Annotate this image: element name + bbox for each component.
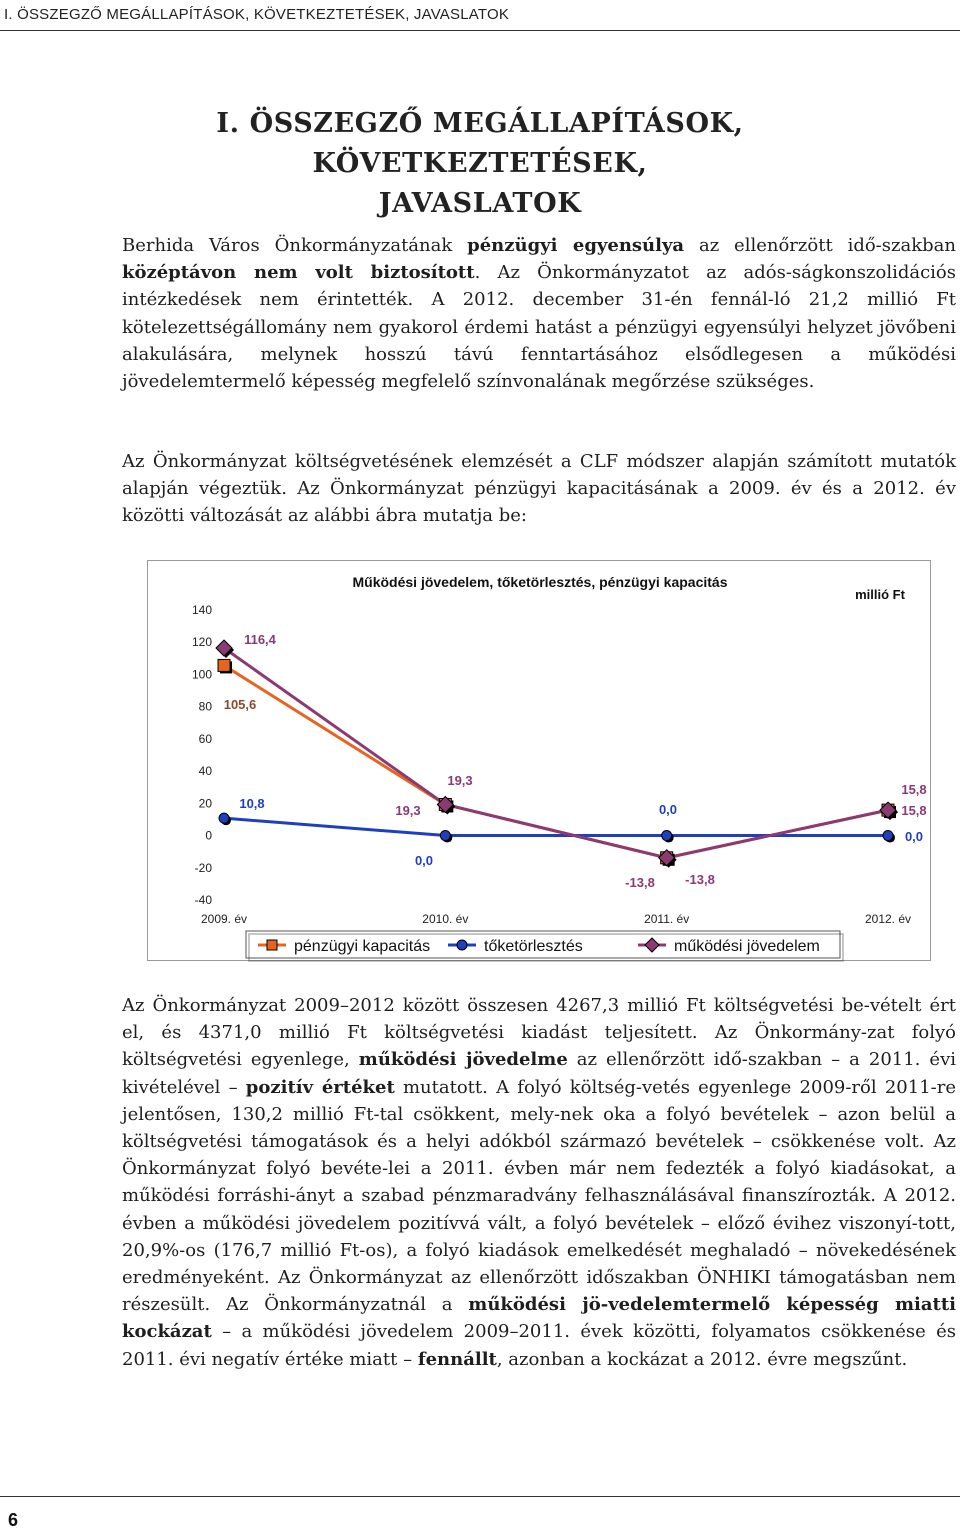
- data-label: -13,8: [685, 872, 715, 887]
- chapter-title-line2: JAVASLATOK: [378, 188, 582, 219]
- y-tick-label: 20: [198, 796, 212, 811]
- data-label: -13,8: [625, 875, 655, 890]
- legend-swatch-marker: [267, 940, 277, 950]
- y-tick-label: 100: [191, 667, 212, 682]
- series-line-pénzügyi kapacitás: [224, 665, 888, 857]
- page-number: 6: [8, 1510, 19, 1530]
- data-label: 15,8: [901, 782, 927, 797]
- line-chart: [148, 561, 932, 962]
- x-tick-label: 2010. év: [422, 912, 469, 926]
- data-label: 116,4: [244, 632, 276, 647]
- p3-bold-4: fennállt: [417, 1348, 497, 1370]
- data-point-pénzügyi kapacitás: [218, 659, 230, 671]
- p3-bold-3: működési jö-vedelemtermelő képesség miatti kockázat: [122, 1294, 957, 1343]
- y-tick-label: -20: [194, 860, 212, 875]
- p3-text-1: Az Önkormányzat 2009–2012 között összesen 4267,3 millió Ft költségvetési be-vételt ért el, és 4371,0 millió Ft költségvetési kiadást teljesített. Az Önkormány-zat folyó költségvetési egyenlege,: [122, 995, 956, 1071]
- legend-label: pénzügyi kapacitás: [294, 938, 431, 955]
- y-tick-label: 40: [198, 764, 212, 779]
- data-label: 15,8: [901, 803, 927, 818]
- p1-text-1: Berhida Város Önkormányzatának: [122, 235, 468, 256]
- y-tick-label: 120: [191, 635, 212, 650]
- x-tick-label: 2012. év: [864, 912, 912, 926]
- p1-text-3: . Az Önkormányzatot az adós-ságkonszolidációs intézkedések nem érintették. A 2012. december 31-én fennál-ló 21,2 millió Ft kötelezettségállomány nem gyakorol érdemi hatást a pénzügyi egyensúlyi helyzet jövőbeni alakulására, melynek hosszú távú fenntartásához elsődlegesen a működési jövedelemtermelő képesség megfelelő színvonalának megőrzése szükséges.: [122, 262, 956, 393]
- p1-bold-1: pénzügyi egyensúlya: [467, 235, 685, 256]
- paragraph-budget-analysis: [122, 992, 956, 1373]
- p3-text-3: mutatott. A folyó költség-vetés egyenlege 2009-ről 2011-re jelentősen, 130,2 millió Ft-tal csökkent, mely-nek oka a folyó bevételek – azon belül a költségvetési támogatások és a helyi adókból származó bevételek – csökkenése volt. Az Önkormányzat folyó bevéte-lei a 2011. évben már nem fedezték a folyó kiadásokat, a működési forráshi-ányt a szabad pénzmaradvány felhasználásával finanszírozták. A 2012. évben a működési jövedelem pozitívvá vált, a folyó bevételek – előző évihez viszonyí-tott, 20,9%-os (176,7 millió Ft-os), a folyó kiadások emelkedését meghaladó – növekedésének eredményeként. Az Önkormányzat az ellenőrzött időszakban ÖNHIKI támogatásban nem részesült. Az Önkormányzatnál a: [122, 1076, 956, 1316]
- p3-text-2: az ellenőrzött idő-szakban – a 2011. évi kivételével –: [122, 1049, 956, 1098]
- p1-text-2: az ellenőrzött idő-szakban: [684, 235, 956, 256]
- x-tick-label: 2009. év: [200, 912, 248, 926]
- x-tick-label: 2011. év: [644, 912, 690, 926]
- p3-bold-2: pozitív értéket: [245, 1076, 395, 1098]
- data-label: 0,0: [904, 829, 924, 844]
- chart-unit-label: millió Ft: [855, 587, 905, 602]
- data-label: 105,6: [223, 697, 257, 712]
- data-label: 19,3: [395, 803, 421, 818]
- chart-frame: [147, 560, 931, 961]
- data-label: 0,0: [414, 853, 434, 868]
- data-label: 19,3: [447, 773, 473, 788]
- y-tick-label: 60: [198, 731, 212, 746]
- y-tick-label: 0: [205, 828, 212, 843]
- data-label: 10,8: [239, 796, 265, 811]
- chart-title: Működési jövedelem, tőketörlesztés, pénzügyi kapacitás: [352, 574, 728, 590]
- p3-text-4: – a működési jövedelem 2009–2011. évek közötti, folyamatos csökkenése és 2011. évi negatív értéke miatt –: [122, 1321, 956, 1370]
- paragraph-financial-balance: [122, 232, 956, 395]
- data-point-tőketörlesztés: [883, 831, 893, 841]
- legend-swatch-marker: [457, 940, 467, 950]
- data-point-tőketörlesztés: [440, 831, 450, 841]
- y-tick-label: -40: [194, 893, 212, 907]
- header-rule: [0, 30, 960, 31]
- data-point-tőketörlesztés: [219, 813, 229, 823]
- paragraph-clf-method: Az Önkormányzat költségvetésének elemzését a CLF módszer alapján számított mutatók alapján végeztük. Az Önkormányzat pénzügyi kapacitásának a 2009. év és a 2012. év közötti változását az alábbi ábra mutatja be:: [122, 451, 956, 527]
- legend-label: működési jövedelem: [674, 938, 820, 955]
- chapter-title-line1: I. ÖSSZEGZŐ MEGÁLLAPÍTÁSOK, KÖVETKEZTETÉSEK,: [216, 108, 744, 179]
- p1-bold-2: középtávon nem volt biztosított: [122, 262, 475, 284]
- p3-text-5: , azonban a kockázat a 2012. évre megszűnt.: [496, 1348, 908, 1370]
- y-tick-label: 80: [198, 699, 212, 714]
- data-point-tőketörlesztés: [662, 831, 672, 841]
- chapter-title: [100, 104, 860, 224]
- y-tick-label: 140: [191, 603, 212, 617]
- legend-label: tőketörlesztés: [484, 938, 583, 955]
- p3-bold-1: működési jövedelme: [358, 1049, 568, 1071]
- data-label: 0,0: [658, 802, 678, 817]
- running-head: I. ÖSSZEGZŐ MEGÁLLAPÍTÁSOK, KÖVETKEZTETÉSEK, JAVASLATOK: [4, 6, 510, 23]
- footer-rule: [0, 1496, 960, 1497]
